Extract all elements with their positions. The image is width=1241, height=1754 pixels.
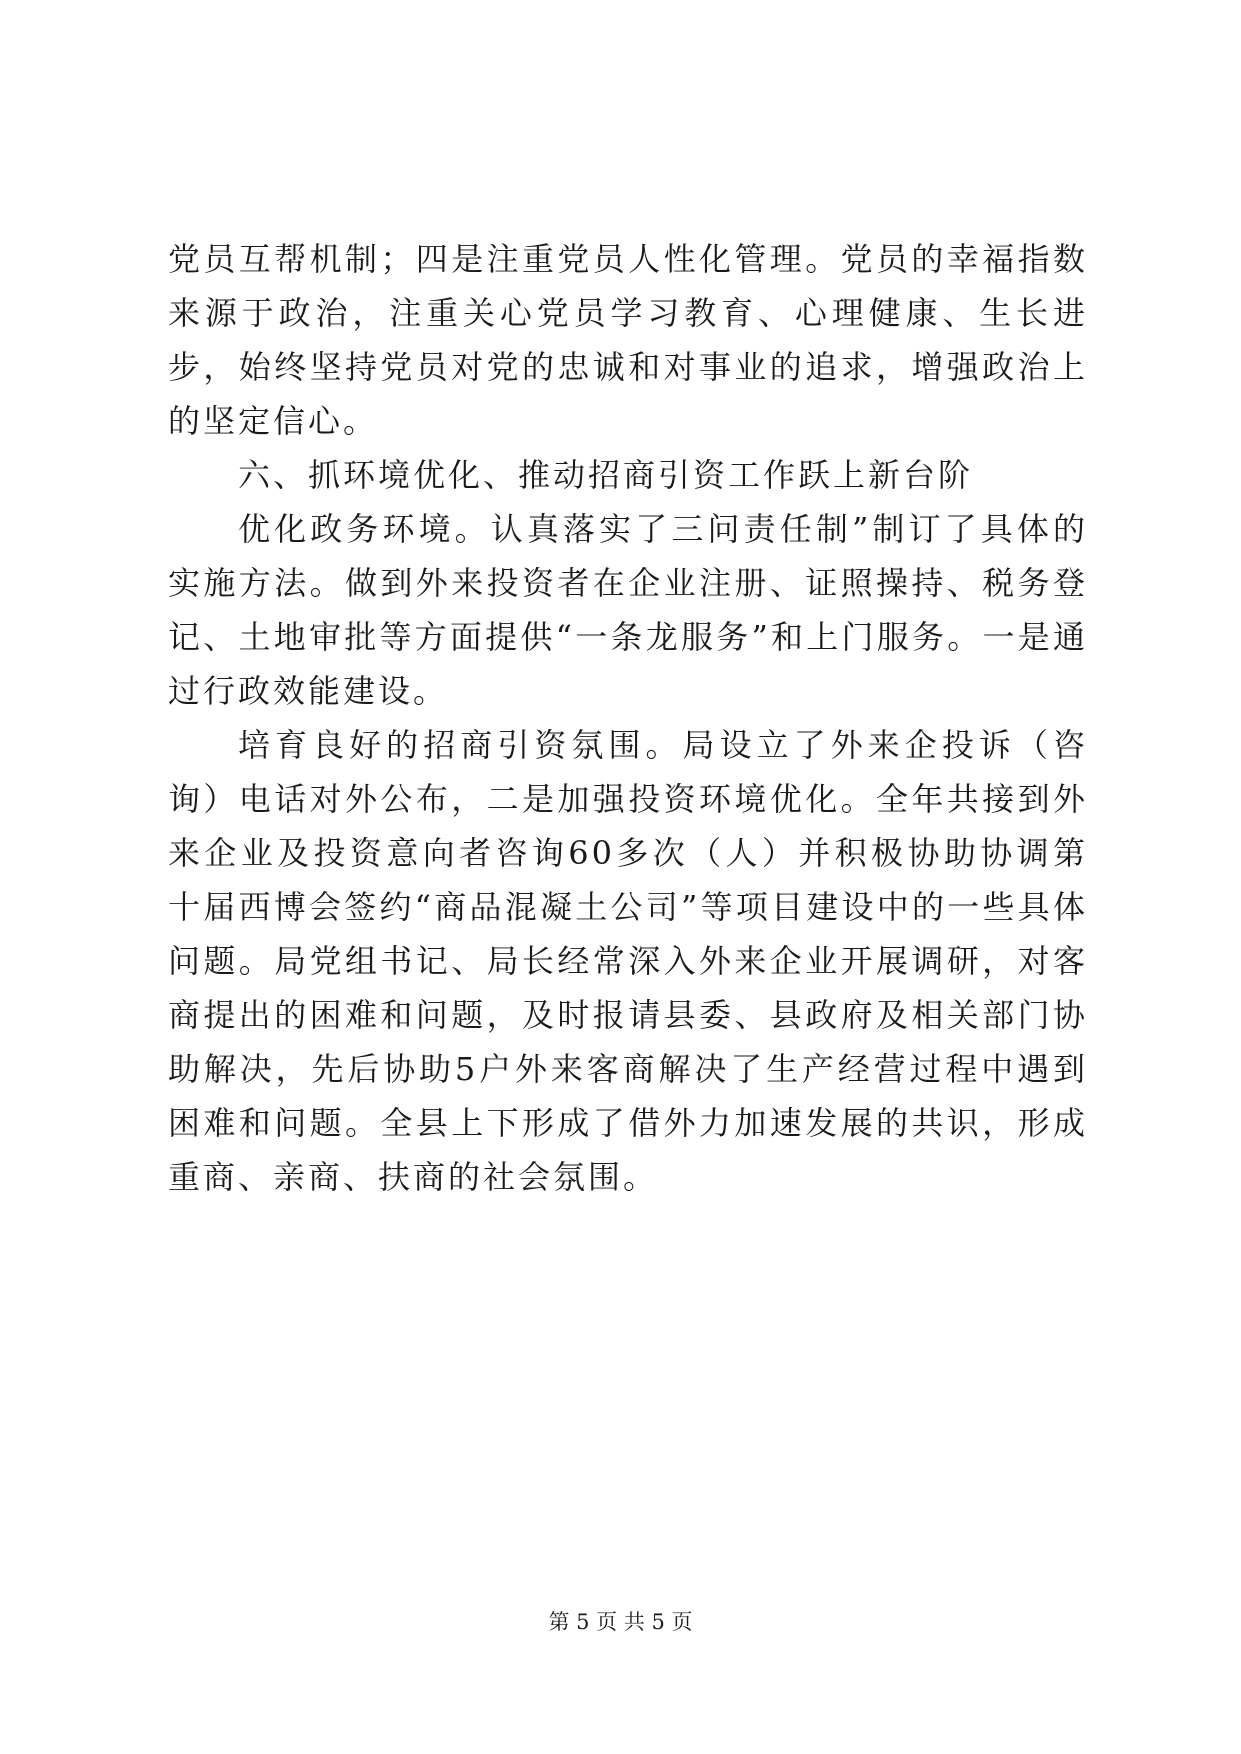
paragraph-government-environment: 优化政务环境。认真落实了三问责任制”制订了具体的实施方法。做到外来投资者在企业注册、证照操持、税务登记、土地审批等方面提供“一条龙服务”和上门服务。一是通过行政效能建设。 — [168, 510, 1088, 710]
paragraph-investment-atmosphere: 培育良好的招商引资氛围。局设立了外来企投诉（咨询）电话对外公布，二是加强投资环境优化。全年共接到外来企业及投资意向者咨询60多次（人）并积极协助协调第十届西博会签约“商品混凝土公司”等项目建设中的一些具体问题。局党组书记、局长经常深入外来企业开展调研，对客商提出的困难和问题，及时报请县委、县政府及相关部门协助解决，先后协助5户外来客商解决了生产经营过程中遇到困难和问题。全县上下形成了借外力加速发展的共识，形成重商、亲商、扶商的社会氛围。 — [168, 726, 1088, 1196]
page-footer: 第 5 页 共 5 页 — [548, 1610, 693, 1634]
document-body — [168, 232, 1088, 1204]
paragraph-party-members: 党员互帮机制；四是注重党员人性化管理。党员的幸福指数来源于政治，注重关心党员学习教育、心理健康、生长进步，始终坚持党员对党的忠诚和对事业的追求，增强政治上的坚定信心。 — [168, 240, 1088, 440]
section-heading-environment: 六、抓环境优化、推动招商引资工作跃上新台阶 — [238, 456, 974, 494]
